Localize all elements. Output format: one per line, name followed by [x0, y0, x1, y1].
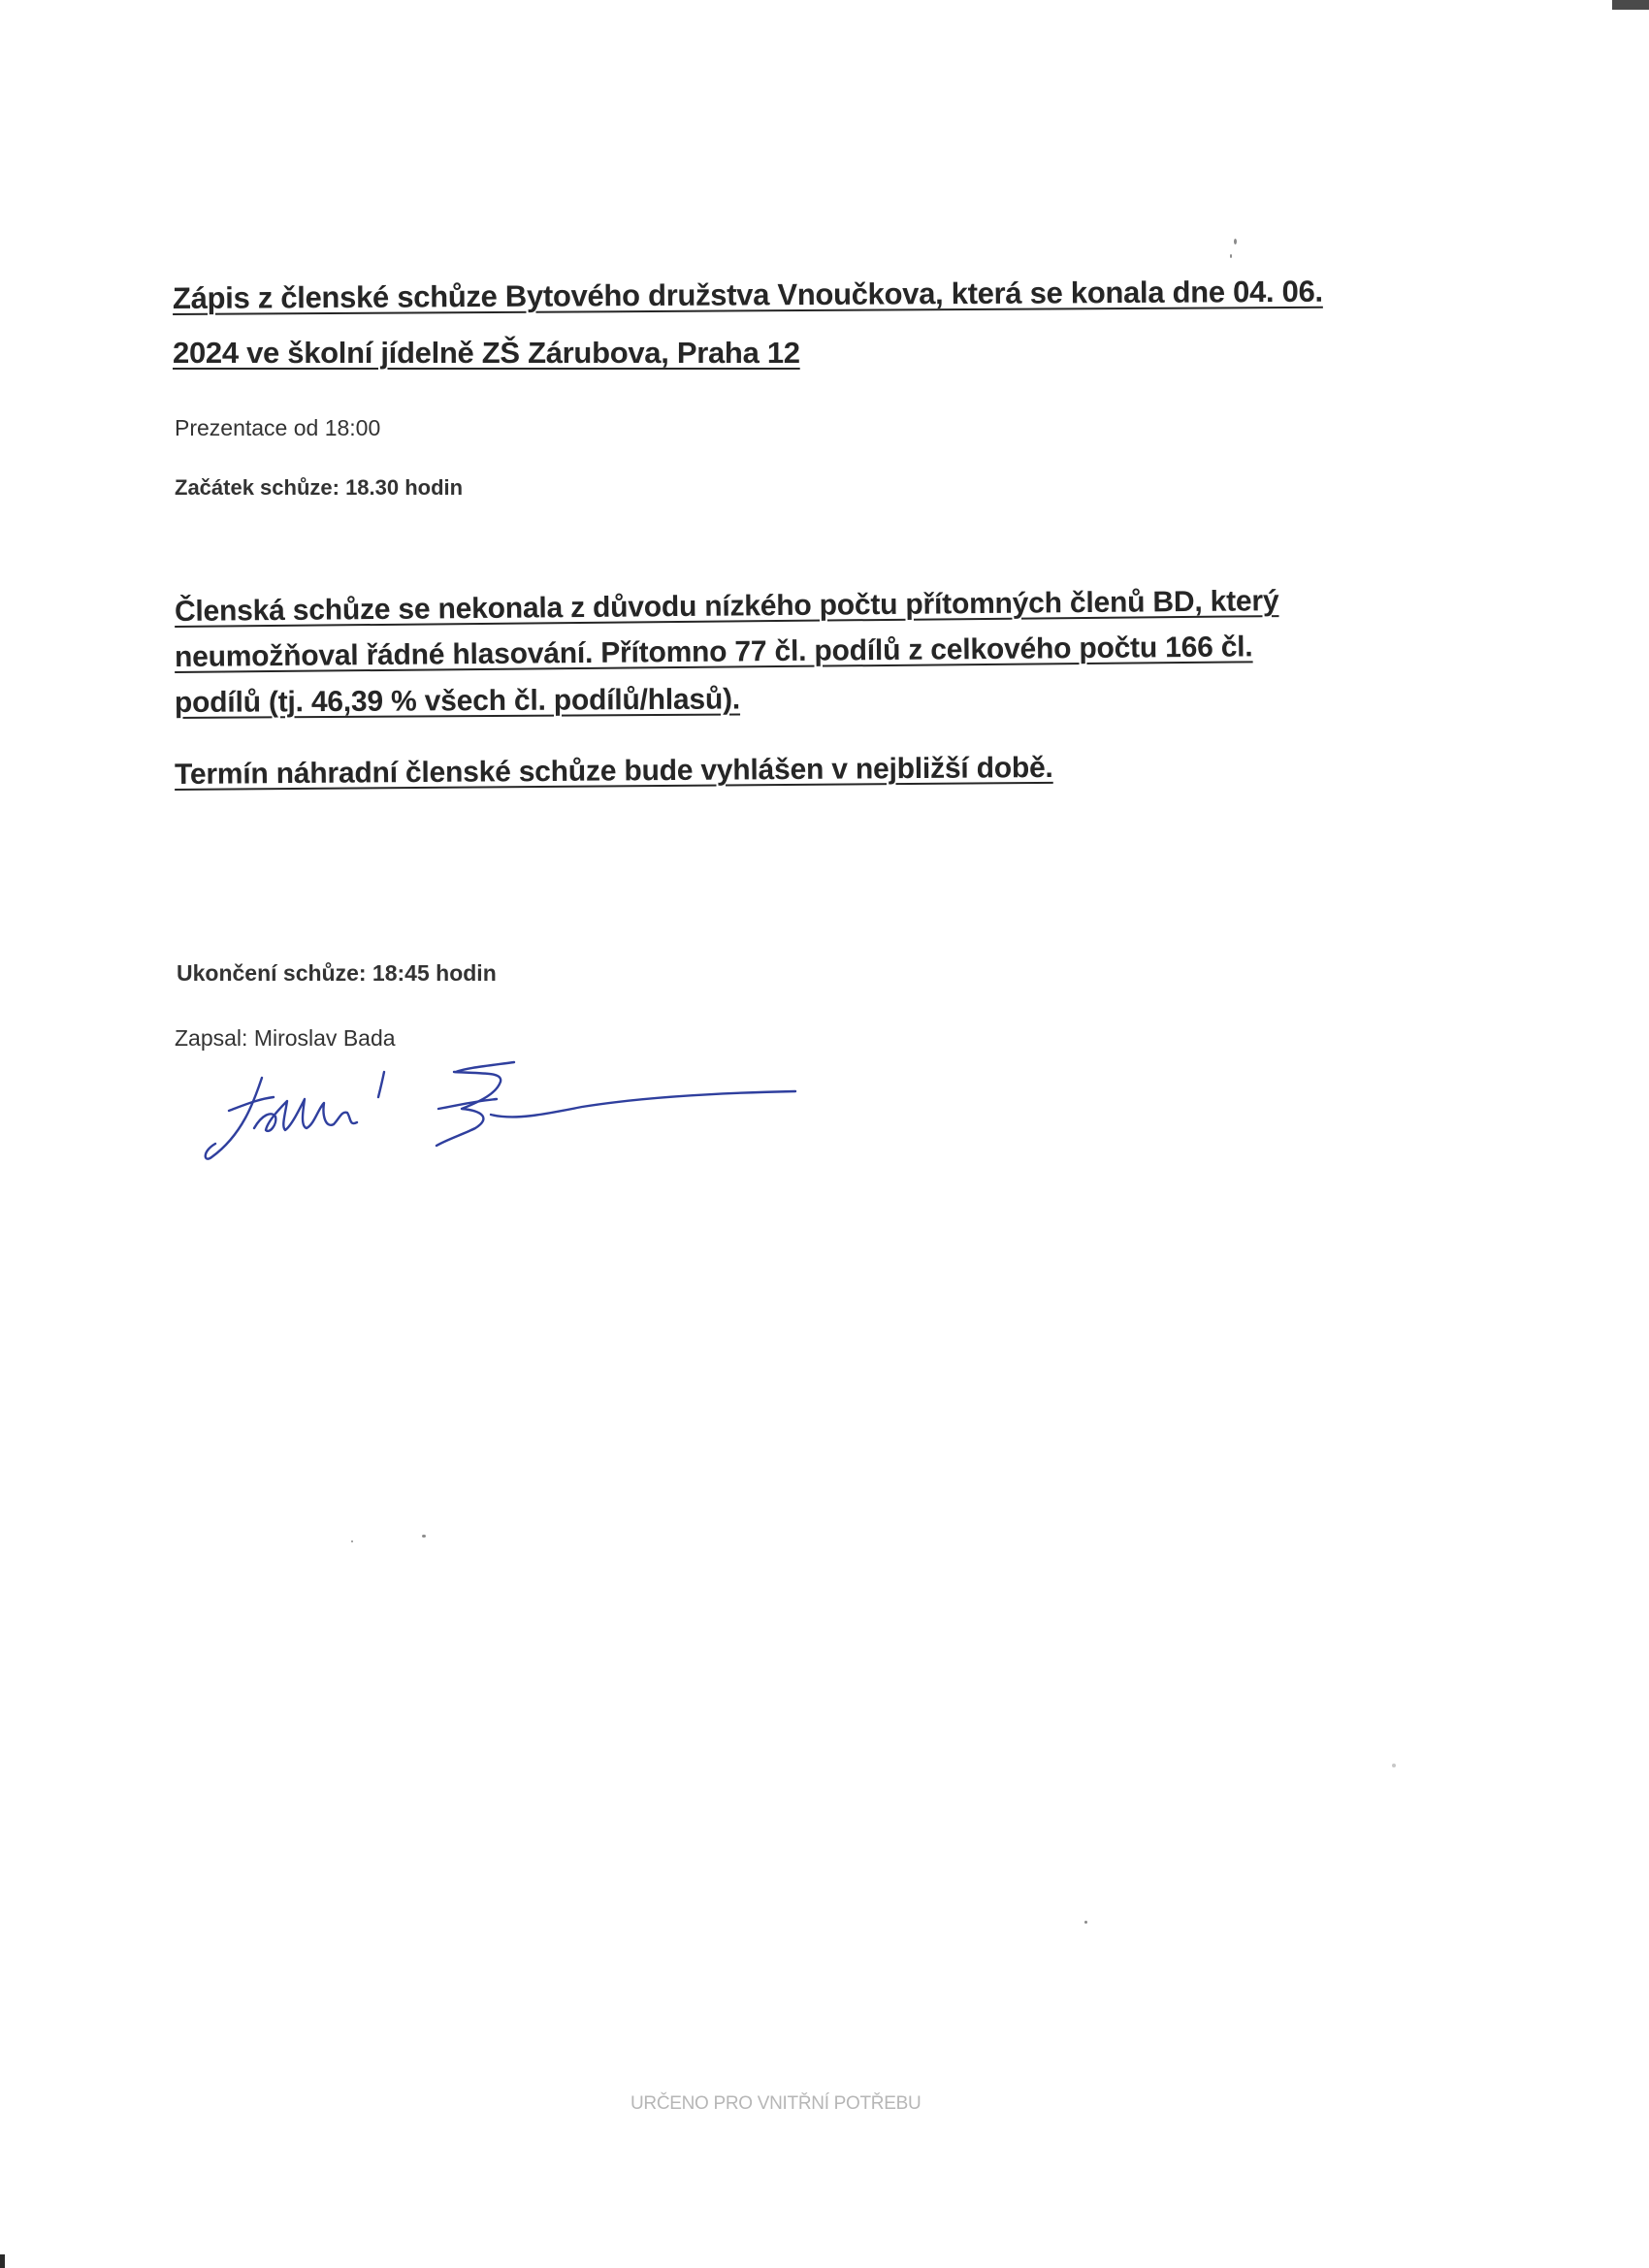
scan-edge-mark	[1612, 0, 1649, 10]
scan-speck	[1392, 1764, 1396, 1767]
signature-2-stroke	[436, 1072, 501, 1146]
internal-use-stamp: URČENO PRO VNITŘNÍ POTŘEBU	[630, 2093, 922, 2114]
signature-2-stroke	[491, 1091, 795, 1117]
meeting-start-time: Začátek schůze: 18.30 hodin	[175, 475, 464, 500]
scan-speck	[1234, 239, 1237, 244]
meeting-end-time: Ukončení schůze: 18:45 hodin	[177, 960, 497, 986]
document-title-line-1: Zápis z členské schůze Bytového družstva Vnoučkova, která se konala dne 04. 06.	[172, 274, 1323, 315]
signature-1-stroke	[206, 1078, 262, 1159]
notice-line-2: neumožňoval řádné hlasování. Přítomno 77 čl. podílů z celkového počtu 166 čl.	[174, 631, 1253, 673]
scan-speck	[422, 1535, 426, 1538]
notice-line-3: podílů (tj. 46,39 % všech čl. podílů/hlasů).	[174, 683, 741, 719]
handwritten-signatures	[194, 1043, 815, 1179]
document-title-line-2: 2024 ve školní jídelně ZŠ Zárubova, Praha 12	[173, 336, 800, 370]
recorded-by: Zapsal: Miroslav Bada	[175, 1025, 396, 1051]
scan-speck	[351, 1540, 353, 1542]
scan-edge-mark-bottom	[0, 2254, 5, 2268]
notice-line-1: Členská schůze se nekonala z důvodu nízkého počtu přítomných členů BD, který	[174, 585, 1279, 628]
signature-2-stroke	[456, 1062, 514, 1072]
signature-1-stroke	[254, 1099, 357, 1131]
signature-1-stroke	[378, 1072, 384, 1097]
replacement-meeting-notice: Termín náhradní členské schůze bude vyhlášen v nejbližší době.	[174, 751, 1053, 791]
scan-speck	[1230, 254, 1232, 258]
presentation-time: Prezentace od 18:00	[175, 415, 381, 440]
scan-speck	[1084, 1921, 1087, 1924]
